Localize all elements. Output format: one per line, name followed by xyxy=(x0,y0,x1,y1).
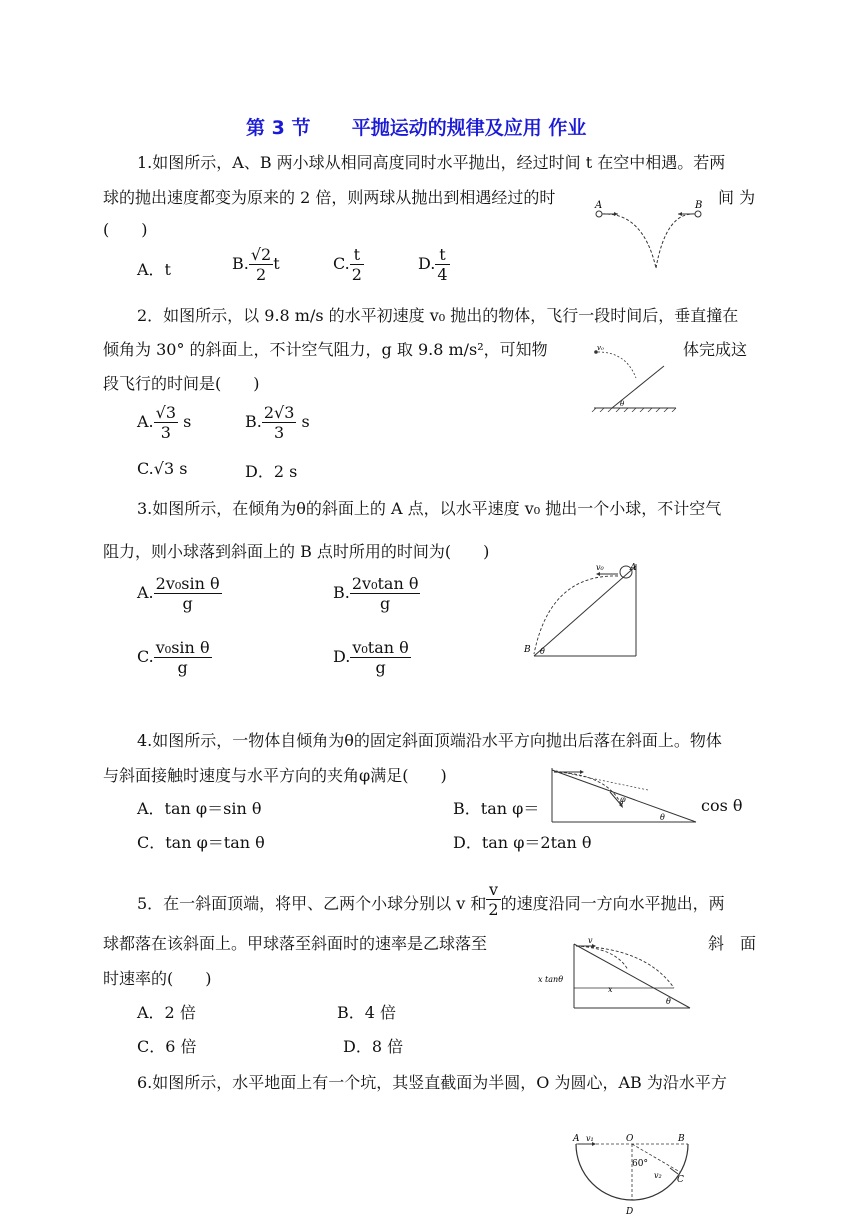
q4-figure xyxy=(548,766,700,824)
q6-fig-label-v2: v₂ xyxy=(654,1171,662,1180)
q1-option-c: C. $\frac{t}{2}$ xyxy=(333,245,362,285)
q3-figure xyxy=(520,560,640,660)
q1-option-d: D. $\frac{t}{4}$ xyxy=(418,245,448,285)
q5-option-c: C．6 倍 xyxy=(137,1037,197,1056)
q3-option-a: A. $\frac{\text{2v₀sin θ}}{g}$ xyxy=(137,574,220,614)
q1-fig-label-a: A xyxy=(595,200,603,211)
title-section: 第 3 节 xyxy=(246,117,311,139)
q5-figure xyxy=(536,934,694,1014)
q6-line1: 6.如图所示，水平地面上有一个坑，其竖直截面为半圆，O 为圆心，AB 为沿水平方 xyxy=(137,1073,727,1092)
q6-fig-label-60: 60° xyxy=(632,1159,648,1169)
q1-option-b: B. $\frac{√2}{2}$ t xyxy=(232,245,280,285)
q1-line2a: 球的抛出速度都变为原来的 2 倍，则两球从抛出到相遇经过的时 xyxy=(103,188,556,207)
q5-fig-label-theta: θ xyxy=(666,997,671,1006)
q4-option-b-tail: cos θ xyxy=(701,796,743,815)
q5-line3: 时速率的( ) xyxy=(103,969,212,988)
q3-option-d: D. $\frac{\text{v₀tan θ}}{g}$ xyxy=(333,638,409,678)
q4-line1: 4.如图所示，一物体自倾角为θ的固定斜面顶端沿水平方向抛出后落在斜面上。物体 xyxy=(137,731,722,750)
q2-fig-label-theta: θ xyxy=(620,400,625,408)
q2-line3: 段飞行的时间是( ) xyxy=(103,374,260,393)
q5-option-d: D．8 倍 xyxy=(343,1037,404,1056)
q2-fig-label-v0: v₀ xyxy=(597,344,604,352)
q5-line2a: 球都落在该斜面上。甲球落至斜面时的速率是乙球落至 xyxy=(103,934,488,953)
q4-option-c: C．tan φ＝tan θ xyxy=(137,833,265,852)
q2-option-b: B. $\frac{2√3}{3}$ s xyxy=(245,403,310,443)
q4-option-b: B．tan φ＝ xyxy=(453,799,540,818)
q1-line3: ( ) xyxy=(103,220,148,239)
q1-line1: 1.如图所示，A、B 两小球从相同高度同时水平抛出，经过时间 t 在空中相遇。若两 xyxy=(137,153,726,172)
q3-fig-label-b: B xyxy=(524,645,531,655)
q6-fig-label-o: O xyxy=(626,1134,634,1144)
q2-line2b: 体完成这 xyxy=(683,340,748,359)
title-text: 平抛运动的规律及应用 作业 xyxy=(351,117,587,139)
q4-fig-label-theta: θ xyxy=(660,813,665,822)
q2-figure xyxy=(586,338,682,412)
q1-figure xyxy=(588,198,718,274)
q1-line2b: 间 为 xyxy=(718,188,756,207)
q1-fig-label-b: B xyxy=(695,200,703,211)
q4-option-a: A．tan φ＝sin θ xyxy=(137,799,262,818)
q5-option-b: B．4 倍 xyxy=(337,1003,397,1022)
q3-fig-label-a: A xyxy=(630,563,637,573)
q6-fig-label-a: A xyxy=(573,1134,580,1144)
q4-fig-label-phi: φ xyxy=(620,795,626,804)
q5-fig-label-xtan: x tanθ xyxy=(538,975,564,984)
q5-line1: 5．在一斜面顶端，将甲、乙两个小球分别以 v 和 $\frac{v}{2}$ 的速度沿同一方向水平抛出，两 xyxy=(137,880,725,920)
q6-fig-label-b: B xyxy=(678,1134,685,1144)
q2-line1: 2．如图所示，以 9.8 m/s 的水平初速度 v₀ 抛出的物体，飞行一段时间后，垂直撞在 xyxy=(137,306,739,325)
q4-line2: 与斜面接触时速度与水平方向的夹角φ满足( ) xyxy=(103,766,447,785)
q5-fig-label-v: v xyxy=(588,936,593,945)
q3-option-b: B. $\frac{\text{2v₀tan θ}}{g}$ xyxy=(333,574,419,614)
q3-fig-label-v0: v₀ xyxy=(596,563,604,572)
q6-figure xyxy=(566,1132,696,1216)
q3-line2: 阻力，则小球落到斜面上的 B 点时所用的时间为( ) xyxy=(103,542,490,561)
q2-option-a: A. $\frac{√3}{3}$ s xyxy=(137,403,192,443)
q6-fig-label-v1: v₁ xyxy=(586,1134,594,1143)
q5-fig-label-x: x xyxy=(608,985,613,994)
q1-option-a: A．t xyxy=(137,260,171,279)
q4-option-d: D．tan φ＝2tan θ xyxy=(453,833,592,852)
q3-fig-label-theta: θ xyxy=(540,647,545,656)
q2-option-c: C.√3 s xyxy=(137,459,188,478)
q6-fig-label-c: C xyxy=(677,1175,684,1185)
q6-fig-label-d: D xyxy=(626,1207,634,1216)
q2-line2a: 倾角为 30° 的斜面上，不计空气阻力，g 取 9.8 m/s²，可知物 xyxy=(103,340,548,359)
q5-line2b: 斜 面 xyxy=(708,934,757,953)
q5-option-a: A．2 倍 xyxy=(137,1003,196,1022)
q3-line1: 3.如图所示，在倾角为θ的斜面上的 A 点，以水平速度 v₀ 抛出一个小球，不计空气 xyxy=(137,499,722,518)
q3-option-c: C. $\frac{\text{v₀sin θ}}{g}$ xyxy=(137,638,210,678)
page-title xyxy=(246,113,586,140)
q2-option-d: D．2 s xyxy=(245,462,298,481)
